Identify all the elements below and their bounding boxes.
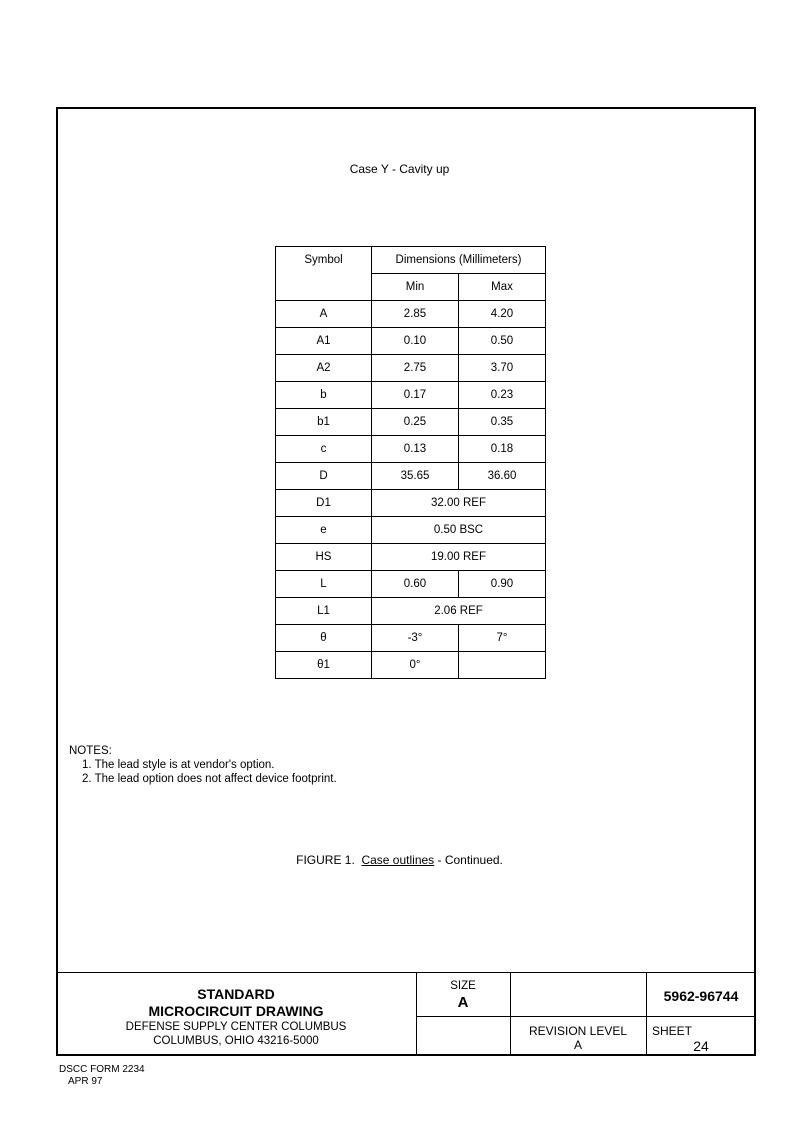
sheet-label: SHEET: [652, 1024, 693, 1038]
max-cell: 0.50: [459, 328, 546, 355]
table-row: [276, 328, 546, 355]
min-cell: 0.60: [372, 571, 459, 598]
dimensions-table: [275, 246, 546, 679]
max-cell: 0.23: [459, 382, 546, 409]
size-value: A: [457, 994, 469, 1011]
min-cell: 0.25: [372, 409, 459, 436]
min-cell: 2.75: [372, 355, 459, 382]
symbol-cell: b1: [276, 409, 372, 436]
table-row: [276, 517, 546, 544]
max-header: Max: [459, 274, 546, 301]
max-cell: 3.70: [459, 355, 546, 382]
form-id: [59, 1064, 145, 1088]
max-cell: 0.35: [459, 409, 546, 436]
revision-value: A: [573, 1038, 582, 1052]
max-cell: 4.20: [459, 301, 546, 328]
min-cell: 2.85: [372, 301, 459, 328]
max-cell: 0.90: [459, 571, 546, 598]
symbol-cell: c: [276, 436, 372, 463]
title-block: [56, 972, 756, 1056]
table-row: [276, 355, 546, 382]
symbol-cell: A: [276, 301, 372, 328]
min-cell: 0.17: [372, 382, 459, 409]
form-date: APR 97: [68, 1076, 103, 1087]
max-cell: [459, 652, 546, 679]
value-cell: 0.50 BSC: [372, 517, 546, 544]
min-cell: 0.10: [372, 328, 459, 355]
symbol-cell: D: [276, 463, 372, 490]
title-block-mid-rule: [416, 1016, 756, 1017]
figure-suffix: - Continued.: [434, 853, 503, 867]
table-row: [276, 544, 546, 571]
value-cell: 2.06 REF: [372, 598, 546, 625]
note-item: 1. The lead style is at vendor's option.: [82, 759, 275, 771]
table-row: [276, 571, 546, 598]
table-row: [276, 382, 546, 409]
max-cell: 36.60: [459, 463, 546, 490]
table-row: [276, 409, 546, 436]
notes-heading: NOTES:: [69, 745, 112, 757]
min-header: Min: [372, 274, 459, 301]
symbol-cell: b: [276, 382, 372, 409]
title-block-title: [56, 986, 416, 1020]
symbol-cell: θ: [276, 625, 372, 652]
case-title: Case Y - Cavity up: [349, 162, 450, 176]
table-row: [276, 490, 546, 517]
table-row: [276, 652, 546, 679]
symbol-cell: L: [276, 571, 372, 598]
table-row: [276, 436, 546, 463]
table-header-row: [276, 247, 546, 274]
min-cell: 0.13: [372, 436, 459, 463]
revision-label: REVISION LEVEL: [528, 1024, 628, 1038]
table-row: [276, 463, 546, 490]
table-row: [276, 301, 546, 328]
form-number: DSCC FORM 2234: [59, 1064, 145, 1075]
min-cell: 0°: [372, 652, 459, 679]
dimensions-header: Dimensions (Millimeters): [372, 247, 546, 274]
figure-underlined: Case outlines: [361, 853, 435, 867]
symbol-cell: A2: [276, 355, 372, 382]
agency-block: [56, 1020, 416, 1048]
symbol-cell: A1: [276, 328, 372, 355]
notes: [69, 744, 337, 786]
max-cell: 0.18: [459, 436, 546, 463]
agency-address: COLUMBUS, OHIO 43216-5000: [153, 1035, 319, 1047]
table-row: [276, 598, 546, 625]
symbol-cell: L1: [276, 598, 372, 625]
size-label: SIZE: [450, 980, 476, 992]
symbol-cell: θ1: [276, 652, 372, 679]
title-block-top-rule: [56, 972, 756, 973]
min-cell: -3°: [372, 625, 459, 652]
drawing-text: MICROCIRCUIT DRAWING: [148, 1003, 324, 1019]
agency-name: DEFENSE SUPPLY CENTER COLUMBUS: [125, 1021, 347, 1033]
standard-text: STANDARD: [197, 986, 275, 1002]
symbol-cell: D1: [276, 490, 372, 517]
symbol-header: Symbol: [276, 247, 372, 301]
table-row: [276, 625, 546, 652]
sheet-value: 24: [693, 1038, 709, 1054]
note-item: 2. The lead option does not affect device footprint.: [82, 773, 337, 785]
figure-prefix: FIGURE 1.: [296, 853, 362, 867]
figure-caption: [0, 853, 799, 867]
value-cell: 19.00 REF: [372, 544, 546, 571]
min-cell: 35.65: [372, 463, 459, 490]
max-cell: 7°: [459, 625, 546, 652]
symbol-cell: HS: [276, 544, 372, 571]
symbol-cell: e: [276, 517, 372, 544]
value-cell: 32.00 REF: [372, 490, 546, 517]
drawing-number: 5962-96744: [663, 988, 739, 1004]
